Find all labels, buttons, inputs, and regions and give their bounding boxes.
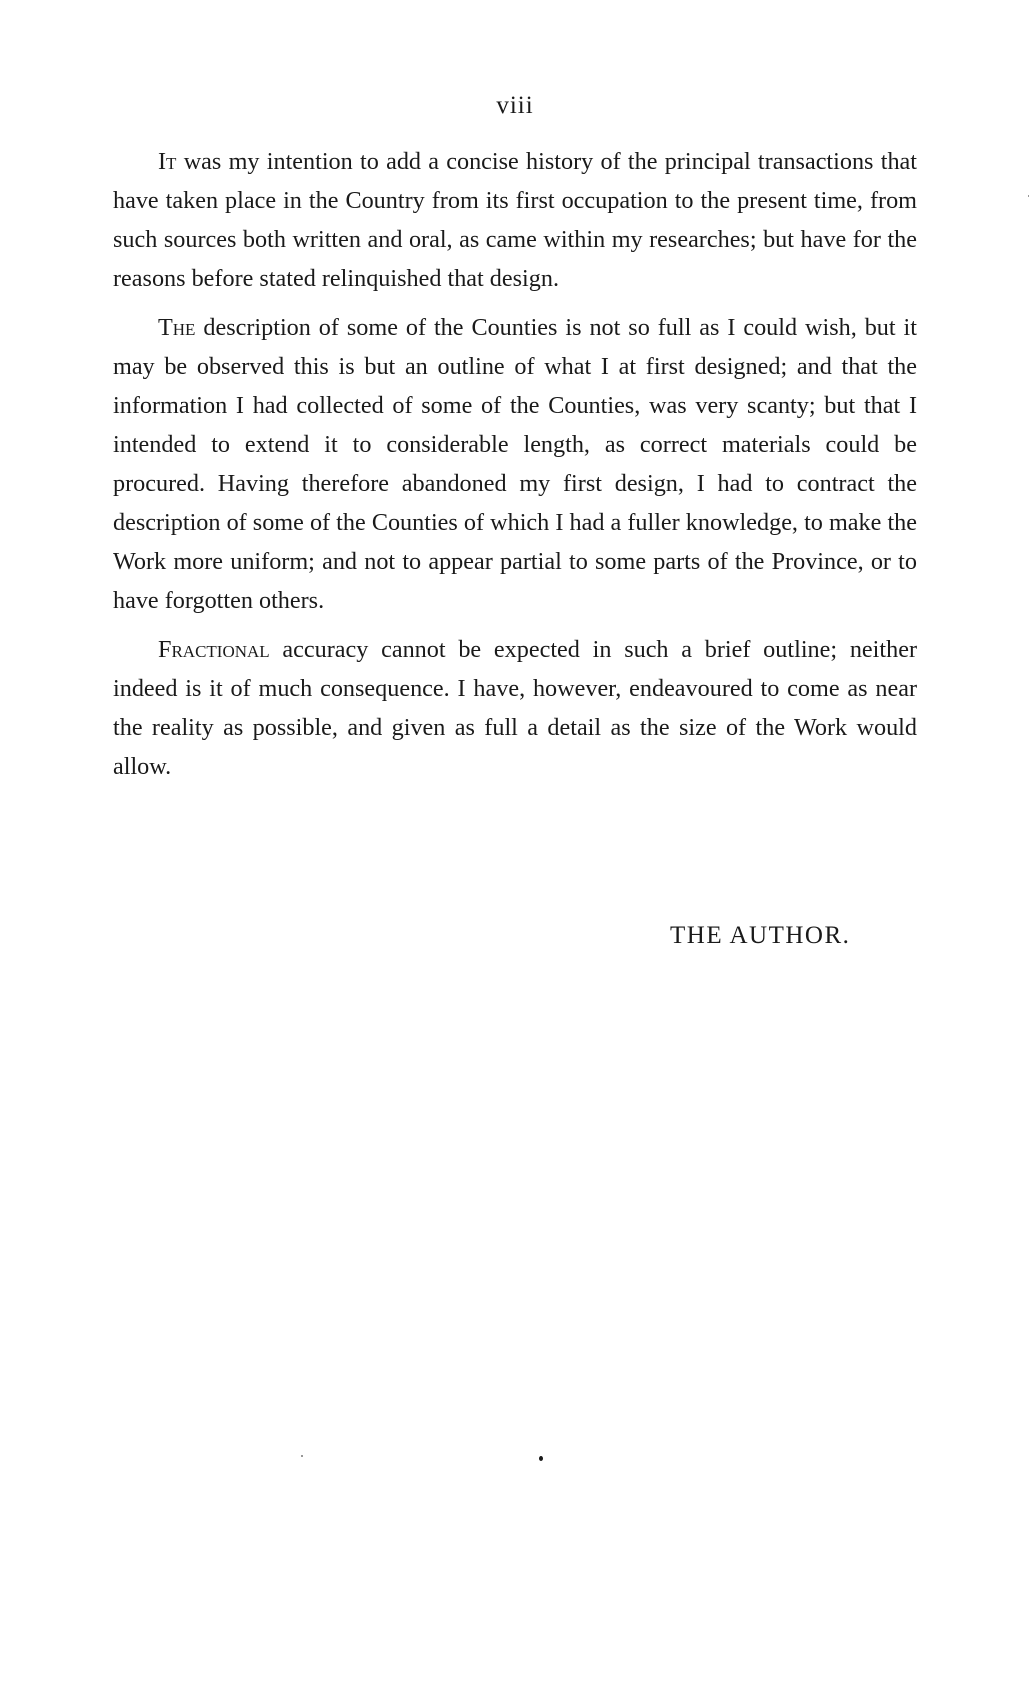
- paragraph-history-intention: [113, 142, 917, 298]
- paragraph-lead-word: The: [158, 314, 196, 341]
- author-signature: THE AUTHOR.: [670, 922, 851, 949]
- paragraph-county-descriptions: [113, 308, 917, 620]
- paragraph-lead-word: Fractional: [158, 636, 270, 663]
- paragraph-accuracy-note: [113, 630, 917, 786]
- ink-speck: [539, 1456, 543, 1461]
- paragraph-text: was my intention to add a concise history of the principal transactions that have taken place in the Country from its first occupation to the present time, from such sources both written and oral, as came within my researches; but have for the reasons before stated relinquished that design.: [113, 148, 917, 292]
- ink-speck: [301, 1455, 303, 1457]
- body-text: [113, 142, 917, 796]
- paragraph-lead-word: It: [158, 148, 177, 175]
- page-number: viii: [496, 92, 534, 119]
- paragraph-text: accuracy cannot be expected in such a brief outline; neither indeed is it of much consequence. I have, however, endeavoured to come as near the reality as possible, and given as full a detail as the size of the Work would allow.: [113, 636, 917, 780]
- paragraph-text: description of some of the Counties is not so full as I could wish, but it may be observed this is but an outline of what I at first designed; and that the information I had collected of some of the Counties, was very scanty; but that I intended to extend it to considerable length, as correct materials could be procured. Having therefore abandoned my first design, I had to contract the description of some of the Counties of which I had a fuller knowledge, to make the Work more uniform; and not to appear partial to some parts of the Province, or to have forgotten others.: [113, 314, 917, 614]
- ink-speck: [1028, 195, 1029, 197]
